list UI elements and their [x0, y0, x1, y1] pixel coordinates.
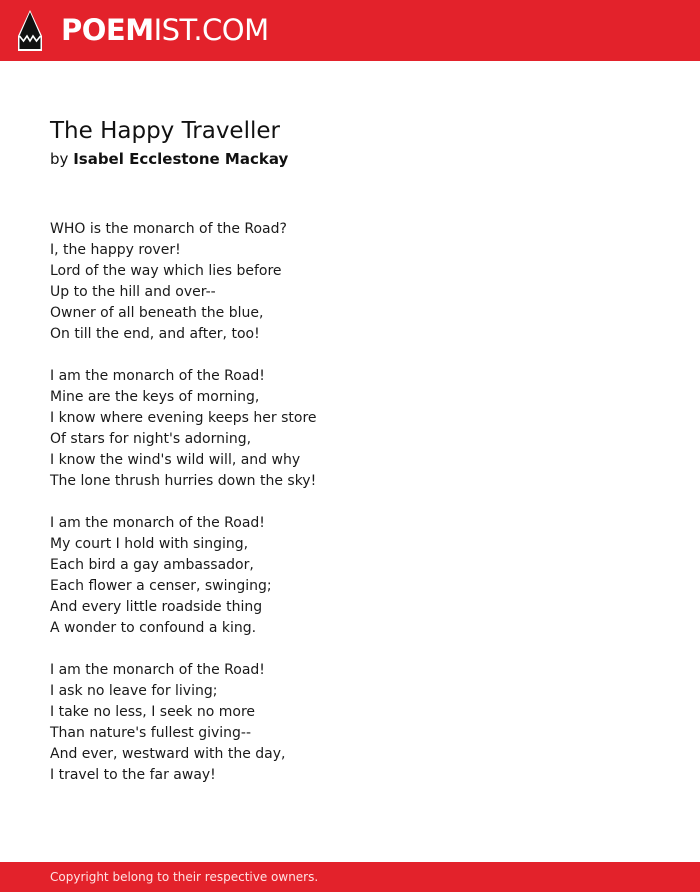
poem-line: Up to the hill and over--: [50, 284, 216, 300]
stanza-4: [50, 660, 650, 786]
poem-line: I am the monarch of the Road!: [50, 662, 265, 678]
site-header: [0, 0, 700, 61]
poem-line: WHO is the monarch of the Road?: [50, 221, 287, 237]
poem-line: I know the wind's wild will, and why: [50, 452, 301, 468]
poem-line: And ever, westward with the day,: [50, 746, 286, 762]
poem-line: Of stars for night's adorning,: [50, 431, 252, 447]
poem-line: Lord of the way which lies before: [50, 263, 282, 279]
poem-line: Each flower a censer, swinging;: [50, 578, 272, 594]
poem-line: I ask no leave for living;: [50, 683, 218, 699]
poem-byline: [50, 149, 288, 169]
poem-line: On till the end, and after, too!: [50, 326, 260, 342]
poem-body: [50, 219, 650, 807]
poem-line: The lone thrush hurries down the sky!: [50, 473, 317, 489]
by-label: by: [50, 150, 69, 168]
poem-line: I travel to the far away!: [50, 767, 216, 783]
logo-bold-text: POEM: [61, 13, 154, 47]
stanza-2: [50, 366, 650, 492]
poem-line: I am the monarch of the Road!: [50, 515, 265, 531]
stanza-3: [50, 513, 650, 639]
pencil-tip-icon: [18, 10, 42, 51]
poem-line: I know where evening keeps her store: [50, 410, 317, 426]
logo-light-text: IST.COM: [153, 13, 269, 47]
poem-line: My court I hold with singing,: [50, 536, 249, 552]
stanza-1: [50, 219, 650, 345]
poem-line: I am the monarch of the Road!: [50, 368, 265, 384]
poem-line: A wonder to confound a king.: [50, 620, 257, 636]
poem-line: Mine are the keys of morning,: [50, 389, 260, 405]
poem-line: Owner of all beneath the blue,: [50, 305, 264, 321]
poem-line: I, the happy rover!: [50, 242, 181, 258]
poem-author: Isabel Ecclestone Mackay: [73, 150, 289, 168]
poem-line: Than nature's fullest giving--: [50, 725, 252, 741]
site-logo[interactable]: [61, 13, 269, 47]
copyright-text: Copyright belong to their respective owners.: [50, 870, 319, 884]
poem-line: I take no less, I seek no more: [50, 704, 256, 720]
poem-line: And every little roadside thing: [50, 599, 263, 615]
poem-line: Each bird a gay ambassador,: [50, 557, 254, 573]
site-footer: [0, 862, 700, 892]
poem-title: The Happy Traveller: [50, 118, 280, 144]
